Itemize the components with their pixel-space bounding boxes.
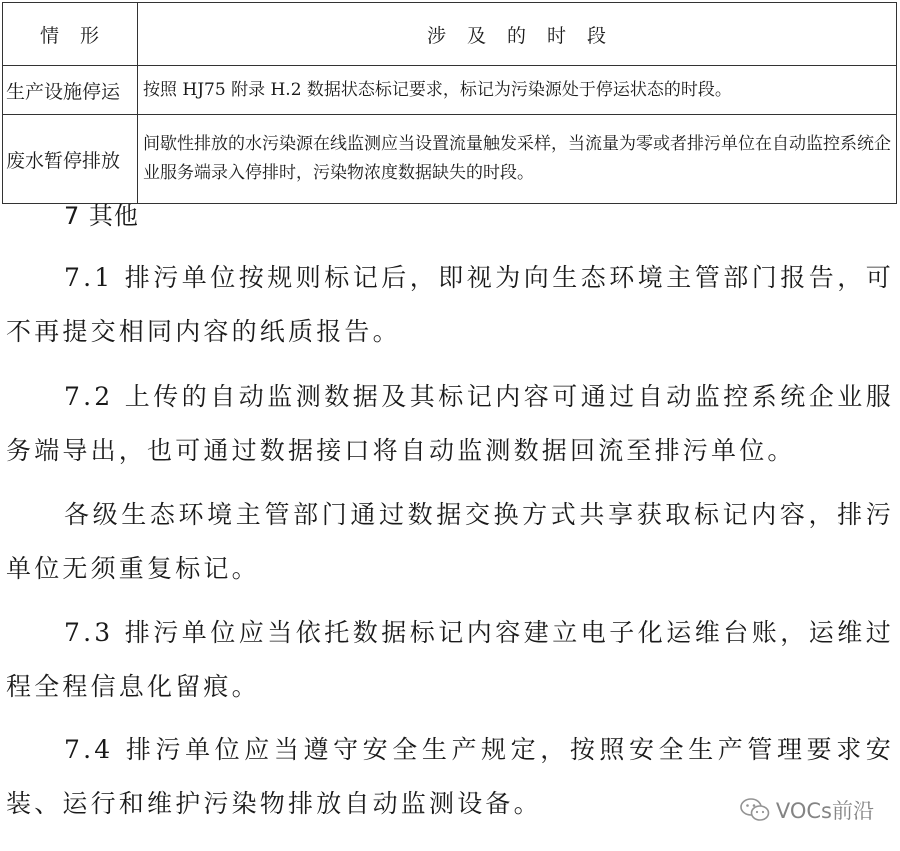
paragraph-7-4: 7.4 排污单位应当遵守安全生产规定，按照安全生产管理要求安装、运行和维护污染物排放自动监测设备。 <box>6 735 894 818</box>
paragraph-data-sharing: 各级生态环境主管部门通过数据交换方式共享获取标记内容，排污单位无须重复标记。 <box>6 500 894 583</box>
header-time-period: 涉 及 的 时 段 <box>138 3 897 66</box>
watermark <box>740 795 874 825</box>
table-row <box>3 115 897 204</box>
row-label-facility-shutdown: 生产设施停运 <box>3 66 138 115</box>
row-label-wastewater-pause: 废水暂停排放 <box>3 115 138 204</box>
row-desc-wastewater-pause: 间歇性排放的水污染源在线监测应当设置流量触发采样，当流量为零或者排污单位在自动监控系统企业服务端录入停排时，污染物浓度数据缺失的时段。 <box>138 115 897 204</box>
paragraph-7-2: 7.2 上传的自动监测数据及其标记内容可通过自动监控系统企业服务端导出，也可通过数据接口将自动监测数据回流至排污单位。 <box>6 382 894 465</box>
section-title: 7 其他 <box>64 202 139 230</box>
time-period-table <box>2 2 897 204</box>
paragraph-7-3: 7.3 排污单位应当依托数据标记内容建立电子化运维台账，运维过程全程信息化留痕。 <box>6 618 894 701</box>
header-situation: 情 形 <box>3 3 138 66</box>
table-header-row <box>3 3 897 66</box>
table-row <box>3 66 897 115</box>
paragraph-7-1: 7.1 排污单位按规则标记后，即视为向生态环境主管部门报告，可不再提交相同内容的纸质报告。 <box>6 263 894 346</box>
watermark-text: VOCs前沿 <box>775 799 874 823</box>
row-desc-facility-shutdown: 按照 HJ75 附录 H.2 数据状态标记要求，标记为污染源处于停运状态的时段。 <box>138 66 897 115</box>
wechat-icon <box>740 797 770 823</box>
